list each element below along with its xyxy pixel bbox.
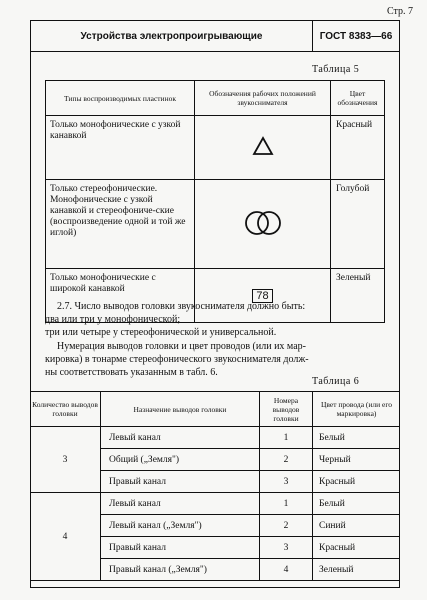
wire-color: Белый [313, 493, 401, 515]
table6-header-count: Количество выводов головки [30, 392, 101, 427]
paragraph-line: два или три у монофонической; [45, 314, 181, 326]
paragraph-line: ны соответствовать указанным в табл. 6. [45, 366, 218, 378]
paragraph-line: кировка) в тонарме стереофонического звукоснимателя долж- [45, 353, 309, 365]
wire-color: Черный [313, 449, 401, 471]
table5-header-color: Цвет обозначения [331, 81, 385, 116]
output-number: 1 [260, 493, 313, 515]
record-type: Только стереофонические. Монофонические с узкой канавкой и стереофониче-ские (воспроизведение одной и той же иглой) [46, 180, 195, 269]
output-number: 2 [260, 449, 313, 471]
wire-color: Красный [313, 537, 401, 559]
paragraph-line: 2.7. Число выводов головки звукоснимателя должно быть: [57, 301, 306, 312]
table6-header-number: Номера выводов головки [260, 392, 313, 427]
symbol-color: Красный [331, 116, 385, 180]
page-number: Стр. 7 [386, 6, 413, 17]
table-row [30, 427, 400, 449]
symbol-color: Зеленый [331, 269, 385, 323]
symbol-cell [195, 116, 331, 180]
output-number: 4 [260, 559, 313, 581]
output-number: 3 [260, 471, 313, 493]
output-count: 4 [30, 493, 101, 581]
record-type: Только монофонические с узкой канавкой [46, 116, 195, 180]
table6 [30, 391, 400, 581]
symbol-cell [195, 180, 331, 269]
box-78-symbol: 78 [252, 289, 272, 303]
section-2-7 [45, 300, 390, 379]
output-number: 1 [260, 427, 313, 449]
paragraph-line: три или четыре у стереофонической и универсальной. [45, 327, 277, 339]
wire-color: Белый [313, 427, 401, 449]
output-purpose: Общий („Земля") [101, 449, 260, 471]
output-purpose: Правый канал [101, 471, 260, 493]
two-circles-icon [241, 209, 285, 237]
output-purpose: Левый канал [101, 427, 260, 449]
table5-header-symbol: Обозначения рабочих положений звукоснимателя [195, 81, 331, 116]
table-row [46, 116, 385, 180]
output-count: 3 [30, 427, 101, 493]
header-title: Устройства электропроигрывающие [80, 30, 263, 42]
paragraph-line: Нумерация выводов головки и цвет проводов (или их мар- [57, 340, 306, 352]
standard-number: ГОСТ 8383—66 [312, 21, 399, 51]
wire-color: Красный [313, 471, 401, 493]
output-purpose: Правый канал („Земля") [101, 559, 260, 581]
table5-header-type: Типы воспроизводимых пластинок [46, 81, 195, 116]
table5 [45, 80, 385, 323]
record-type: Только монофонические с широкой канавкой [46, 269, 195, 323]
output-number: 3 [260, 537, 313, 559]
table6-header-wire-color: Цвет провода (или его маркировка) [313, 392, 401, 427]
table6-caption: Таблица 6 [312, 376, 360, 387]
document-header [30, 20, 400, 52]
table6-header-purpose: Назначение выводов головки [101, 392, 260, 427]
table5-caption: Таблица 5 [312, 64, 360, 75]
output-number: 2 [260, 515, 313, 537]
symbol-color: Голубой [331, 180, 385, 269]
table-row [30, 493, 400, 515]
output-purpose: Левый канал [101, 493, 260, 515]
wire-color: Синий [313, 515, 401, 537]
wire-color: Зеленый [313, 559, 401, 581]
triangle-icon [252, 136, 274, 156]
output-purpose: Левый канал („Земля") [101, 515, 260, 537]
output-purpose: Правый канал [101, 537, 260, 559]
table-row [46, 180, 385, 269]
